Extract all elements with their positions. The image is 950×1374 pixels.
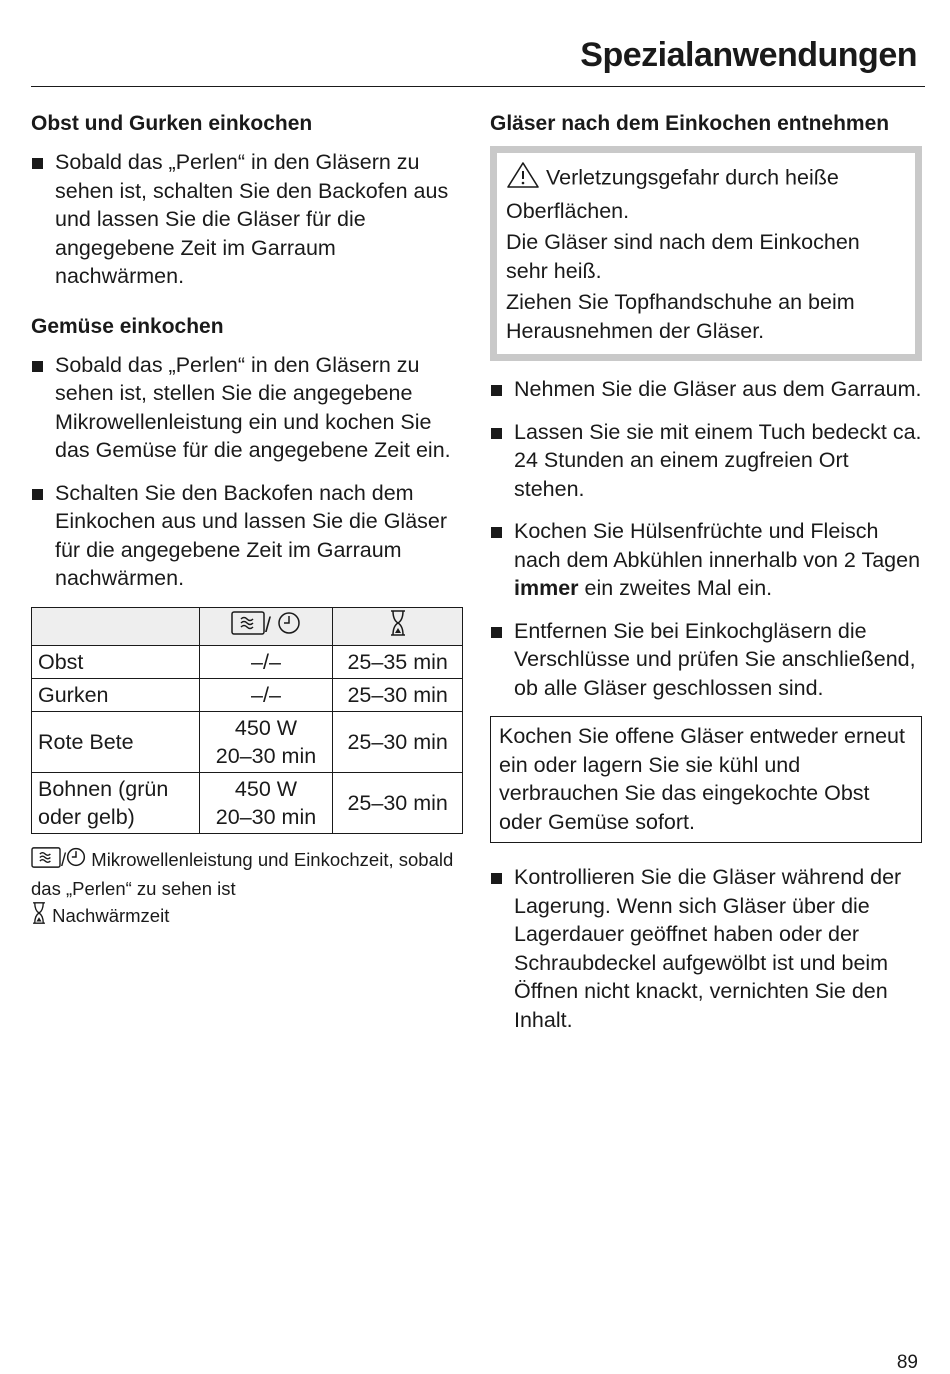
header-rule: [31, 86, 925, 87]
bullet-3-text-bold: immer: [514, 576, 579, 600]
section-heading-obst-gurken: Obst und Gurken einkochen: [31, 112, 313, 135]
clock-icon: [277, 611, 301, 642]
bullet-obst-gurken: Sobald das „Perlen“ in den Gläsern zu sehen ist, schalten Sie den Backofen aus und lassen Sie die Gläser für die angegebene Zeit im Garraum nachwärmen.: [31, 148, 463, 291]
cell-name: Bohnen (grün oder gelb): [32, 772, 200, 833]
table-header-power-time: [199, 607, 333, 645]
table-row: [32, 678, 463, 711]
bullet-entnehmen-1: Nehmen Sie die Gläser aus dem Garraum.: [490, 375, 922, 404]
bullet-entnehmen-2: Lassen Sie sie mit einem Tuch bedeckt ca. 24 Stunden an einem zugfreien Ort stehen.: [490, 418, 922, 504]
warning-triangle-icon: [506, 161, 540, 197]
section-heading-entnehmen: Gläser nach dem Einkochen entnehmen: [490, 112, 890, 135]
bullet-entnehmen-3: [490, 517, 922, 603]
bullet-3-text-post: ein zweites Mal ein.: [578, 576, 773, 600]
warning-title-text: Verletzungsgefahr durch heiße Oberflächen.: [506, 165, 839, 223]
microwave-icon: [231, 611, 265, 642]
table-header-separator: /: [265, 612, 271, 637]
page-number: 89: [896, 1352, 918, 1373]
bullet-3-text-pre: Kochen Sie Hülsenfrüchte und Fleisch nach dem Abkühlen innerhalb von 2 Tagen: [514, 519, 921, 572]
left-column: [31, 110, 463, 931]
microwave-icon: [31, 847, 61, 875]
cell-rest: 25–35 min: [333, 645, 463, 678]
clock-icon: [66, 847, 86, 874]
table-header-rest-time: [333, 607, 463, 645]
right-column: [490, 110, 922, 1048]
bullet-entnehmen-5: Kontrollieren Sie die Gläser während der Lagerung. Wenn sich Gläser über die Lagerdauer geöffnet haben oder der Schraubdeckel aufgewölbt ist und beim Öffnen nicht knackt, vernichten Sie den Inhalt.: [490, 863, 922, 1034]
note-box: Kochen Sie offene Gläser entweder erneut ein oder lagern Sie sie kühl und verbrauchen Sie das eingekochte Obst oder Gemüse sofort.: [490, 716, 922, 843]
cell-power: –/–: [199, 645, 333, 678]
warning-box: [490, 146, 922, 361]
table-row: [32, 772, 463, 833]
cell-power: –/–: [199, 678, 333, 711]
table-header-empty: [32, 607, 200, 645]
legend-separator: /: [61, 848, 67, 870]
legend-text-1: Mikrowellenleistung und Einkochzeit, sobald das „Perlen“ zu sehen ist: [31, 848, 454, 899]
bullet-gemuese-2: Schalten Sie den Backofen nach dem Einkochen aus und lassen Sie die Gläser für die angegebene Zeit im Garraum nachwärmen.: [31, 479, 463, 593]
legend-line-2: [31, 902, 463, 932]
page-title: Spezialanwendungen: [580, 36, 917, 74]
cell-rest: 25–30 min: [333, 772, 463, 833]
canning-table: [31, 607, 463, 834]
cell-rest: 25–30 min: [333, 711, 463, 772]
cell-power-time: 20–30 min: [215, 804, 317, 829]
hourglass-icon: [31, 902, 47, 931]
legend-text-2: Nachwärmzeit: [52, 904, 170, 926]
cell-power: [199, 772, 333, 833]
table-legend: [31, 846, 463, 932]
cell-power: [199, 711, 333, 772]
cell-rest: 25–30 min: [333, 678, 463, 711]
cell-power-time: 20–30 min: [215, 743, 317, 768]
cell-name: Rote Bete: [32, 711, 200, 772]
legend-line-1: [31, 846, 463, 902]
cell-name: Obst: [32, 645, 200, 678]
table-header-row: [32, 607, 463, 645]
warning-text-1: Die Gläser sind nach dem Einkochen sehr heiß.: [506, 230, 860, 283]
cell-power-watt: 450 W: [234, 715, 298, 740]
table-row: [32, 645, 463, 678]
warning-title: [506, 161, 905, 225]
bullet-entnehmen-4: Entfernen Sie bei Einkochgläsern die Verschlüsse und prüfen Sie anschließend, ob alle Gläser geschlossen sind.: [490, 617, 922, 703]
section-heading-gemuese: Gemüse einkochen: [31, 314, 224, 338]
bullet-gemuese-1: Sobald das „Perlen“ in den Gläsern zu sehen ist, stellen Sie die angegebene Mikrowellenleistung ein und kochen Sie das Gemüse für die angegebene Zeit ein.: [31, 351, 463, 465]
warning-text-2: Ziehen Sie Topfhandschuhe an beim Herausnehmen der Gläser.: [506, 290, 855, 343]
hourglass-icon: [389, 610, 407, 643]
cell-power-watt: 450 W: [234, 776, 298, 801]
table-row: [32, 711, 463, 772]
cell-name: Gurken: [32, 678, 200, 711]
